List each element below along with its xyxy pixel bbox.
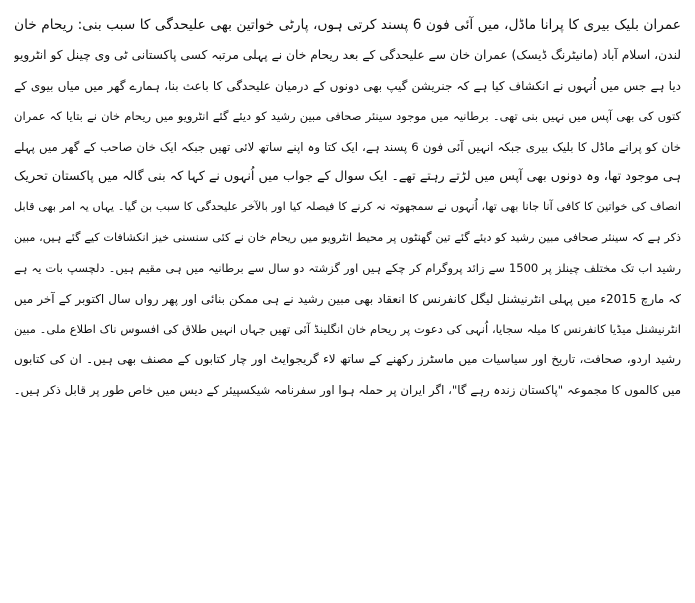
article-line: ذکر ہے کہ سینئر صحافی مبین رشید کو دیئے گئے تین گھنٹوں پر محیط انٹرویو میں ریحام خان نے کئی سنسنی خیز انکشافات کیے گئے ہیں، مبین (14, 230, 681, 244)
article-line: لندن، اسلام آباد (مانیٹرنگ ڈیسک) عمران خان سے علیحدگی کے بعد ریحام خان نے پہلی مرتبہ کسی پاکستانی ٹی وی چینل کو انٹرویو (14, 48, 681, 63)
article-line: رشید اب تک مختلف چینلز پر 1500 سے زائد پروگرام کر چکے ہیں اور گزشتہ دو سال سے برطانیہ میں ہی مقیم ہیں۔ دلچسپ بات یہ ہے (14, 261, 681, 276)
article-line: رشید اردو، صحافت، تاریخ اور سیاسیات میں ماسٹرز رکھنے کے ساتھ لاء گریجوایٹ اور چار کتابوں کے مصنف بھی ہیں۔ ان کی کتابوں (14, 352, 681, 367)
article-line: کہ مارچ 2015ء میں پہلی انٹرنیشنل لیگل کانفرنس کا انعقاد بھی مبین رشید نے ہی ممکن بنائی اور پھر رواں سال اکتوبر کے آخر میں (14, 291, 681, 306)
article-line: دیا ہے جس میں اُنہوں نے انکشاف کیا ہے کہ جنریشن گیپ بھی دونوں کے درمیان علیحدگی کا باعث بنا، ہمارے گھر میں میاں بیوی کے (14, 78, 681, 93)
article-headline-line: عمران بلیک بیری کا پرانا ماڈل، میں آئی فون 6 پسند کرتی ہوں، پارٹی خواتین بھی علیحدگی کا سبب بنی: ریحام خان (14, 17, 681, 33)
article-line: کتوں کی بھی آپس میں نہیں بنی تھی۔ برطانیہ میں موجود سینئر صحافی مبین رشید کو دیئے گئے انٹرویو میں ریحام خان نے بتایا کہ عمران (14, 109, 681, 124)
article-line: انصاف کی خواتین کا کافی آنا جانا بھی تھا، اُنہوں نے سمجھوتہ نہ کرنے کا فیصلہ کیا اور بالآخر علیحدگی کا سبب بن گیا۔ یہاں یہ امر بھی قابل (14, 200, 681, 214)
article-line: انٹرنیشنل میڈیا کانفرنس کا میلہ سجایا، اُنہی کی دعوت پر ریحام خان انگلینڈ آئی تھیں جہاں انہیں طلاق کی افسوس ناک اطلاع ملی۔ مبین (14, 321, 681, 336)
article-line: ہی موجود تھا، وہ دونوں بھی آپس میں لڑتے رہتے تھے۔ ایک سوال کے جواب میں اُنہوں نے کہا کہ بنی گالہ میں پاکستان تحریک (14, 168, 681, 184)
article-last-line: میں کالموں کا مجموعہ "پاکستان زندہ رہے گا"، اگر ایران پر حملہ ہوا اور سفرنامہ شیکسپیئر کے دیس میں خاص طور پر قابل ذکر ہیں۔ (14, 382, 681, 397)
article-line: خان کو پرانے ماڈل کا بلیک بیری جبکہ انہیں آئی فون 6 پسند ہے، ایک کتا وہ اپنے ساتھ لائی تھیں جبکہ ایک خان صاحب کے گھر میں پہلے (14, 139, 681, 154)
